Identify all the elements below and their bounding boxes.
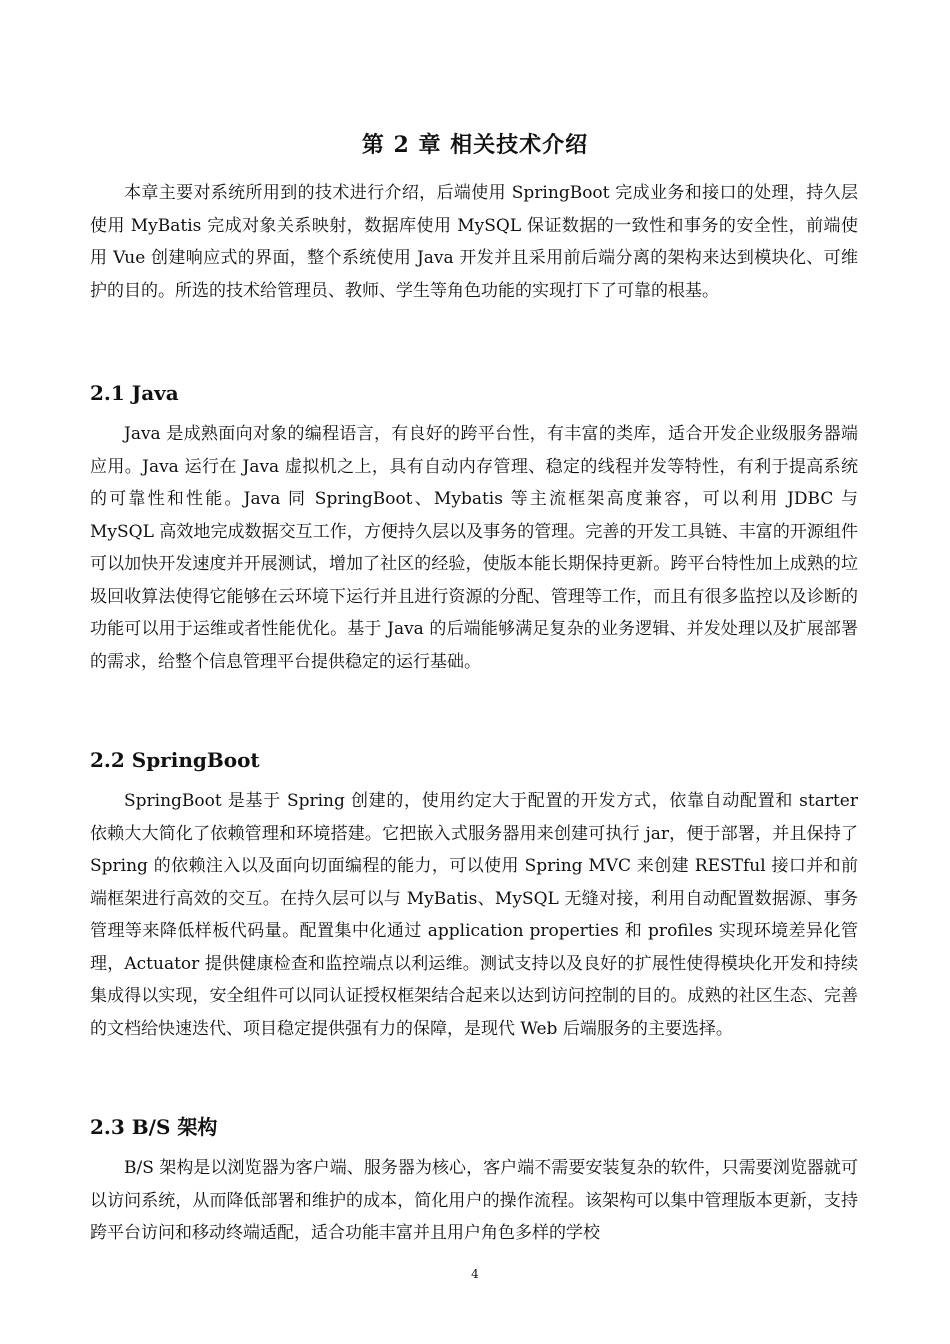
chapter-title: 第 2 章 相关技术介绍 xyxy=(361,131,589,158)
chapter-intro-paragraph: 本章主要对系统所用到的技术进行介绍，后端使用 SpringBoot 完成业务和接口的处理，持久层使用 MyBatis 完成对象关系映射，数据库使用 MySQL 保证数据的一致性和事务的安全性，前端使用 Vue 创建响应式的界面，整个系统使用 Java 开发并且采用前后端分离的架构来达到模块化、可维护的目的。所选的技术给管理员、教师、学生等角色功能的实现打下了可靠的根基。 xyxy=(90,183,858,301)
section-heading-java: 2.1 Java xyxy=(90,381,179,405)
section-heading-springboot: 2.2 SpringBoot xyxy=(90,748,260,772)
section-body-bs-architecture: B/S 架构是以浏览器为客户端、服务器为核心，客户端不需要安装复杂的软件，只需要浏览器就可以访问系统，从而降低部署和维护的成本，简化用户的操作流程。该架构可以集中管理版本更新，支持跨平台访问和移动终端适配，适合功能丰富并且用户角色多样的学校 xyxy=(90,1158,858,1243)
page-number: 4 xyxy=(471,1267,479,1281)
section-heading-bs-architecture: 2.3 B/S 架构 xyxy=(90,1115,218,1139)
section-body-java: Java 是成熟面向对象的编程语言，有良好的跨平台性，有丰富的类库，适合开发企业级服务器端应用。Java 运行在 Java 虚拟机之上，具有自动内存管理、稳定的线程并发等特性，有利于提高系统的可靠性和性能。Java 同 SpringBoot、Mybatis 等主流框架高度兼容，可以利用 JDBC 与 MySQL 高效地完成数据交互工作，方便持久层以及事务的管理。完善的开发工具链、丰富的开源组件可以加快开发速度并开展测试，增加了社区的经验，使版本能长期保持更新。跨平台特性加上成熟的垃圾回收算法使得它能够在云环境下运行并且进行资源的分配、管理等工作，而且有很多监控以及诊断的功能可以用于运维或者性能优化。基于 Java 的后端能够满足复杂的业务逻辑、并发处理以及扩展部署的需求，给整个信息管理平台提供稳定的运行基础。 xyxy=(90,424,858,672)
section-body-springboot: SpringBoot 是基于 Spring 创建的，使用约定大于配置的开发方式，依靠自动配置和 starter 依赖大大简化了依赖管理和环境搭建。它把嵌入式服务器用来创建可执行 jar，便于部署，并且保持了 Spring 的依赖注入以及面向切面编程的能力，可以使用 Spring MVC 来创建 RESTful 接口并和前端框架进行高效的交互。在持久层可以与 MyBatis、MySQL 无缝对接，利用自动配置数据源、事务管理等来降低样板代码量。配置集中化通过 application properties 和 profiles 实现环境差异化管理，Actuator 提供健康检查和监控端点以利运维。测试支持以及良好的扩展性使得模块化开发和持续集成得以实现，安全组件可以同认证授权框架结合起来以达到访问控制的目的。成熟的社区生态、完善的文档给快速迭代、项目稳定提供强有力的保障，是现代 Web 后端服务的主要选择。 xyxy=(90,791,858,1039)
